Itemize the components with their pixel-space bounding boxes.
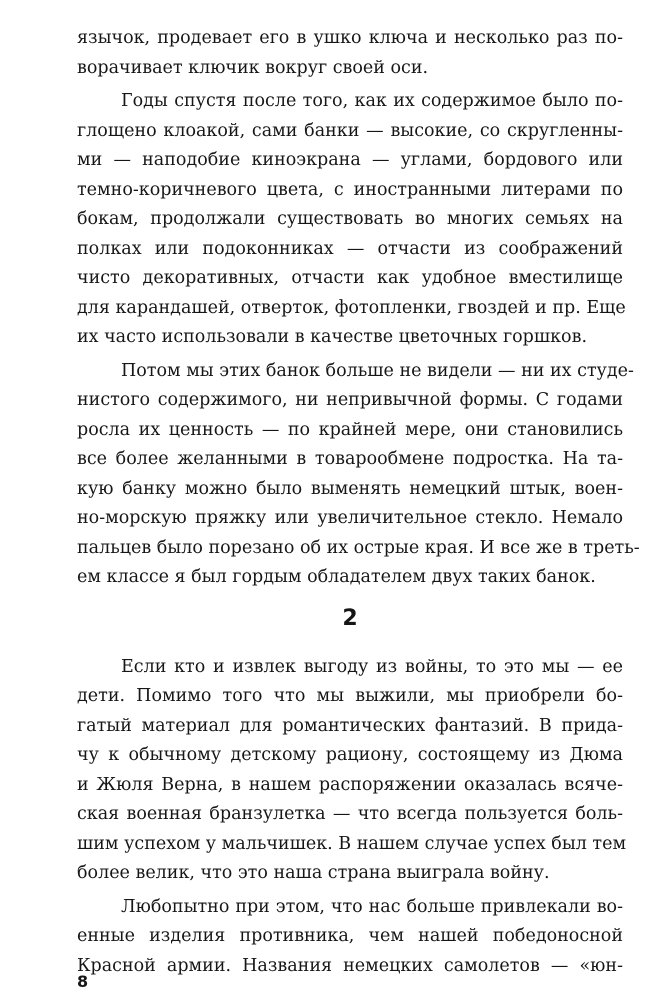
text-line: темно-коричневого цвета, с иностранными литерами по <box>77 179 623 200</box>
text-line: гатый материал для романтических фантазий. В прида- <box>77 715 623 736</box>
text-line: росла их ценность — по крайней мере, они становились <box>77 419 623 440</box>
text-line: их часто использовали в качестве цветочных горшков. <box>77 327 588 347</box>
text-line: енные изделия противника, чем нашей победоносной <box>77 926 623 946</box>
chapter-number: 2 <box>342 605 358 631</box>
text-line: но-морскую пряжку или увеличительное стекло. Немало <box>77 508 623 528</box>
text-line: глощено клоакой, сами банки — высокие, со скругленны- <box>77 120 623 141</box>
text-line: и Жюля Верна, в нашем распоряжении оказалась всяче- <box>77 774 623 795</box>
text-line: кую банку можно было выменять немецкий штык, воен- <box>77 478 623 499</box>
text-line: полках или подоконниках — отчасти из соображений <box>77 238 623 259</box>
text-line: ская военная бранзулетка — что всегда пользуется боль- <box>77 804 623 824</box>
text-line: дети. Помимо того что мы выжили, мы приобрели бо- <box>77 686 623 706</box>
text-line: ми — наподобие киноэкрана — углами, бордового или <box>77 150 623 170</box>
text-line: ворачивает ключик вокруг своей оси. <box>77 57 429 78</box>
text-line: пальцев было порезано об их острые края. И все же в треть- <box>77 537 640 558</box>
text-line: шим успехом у мальчишек. В нашем случае успех был тем <box>77 833 627 854</box>
text-line: Потом мы этих банок больше не видели — ни их студе- <box>121 360 634 381</box>
text-line: ем классе я был гордым обладателем двух таких банок. <box>77 567 596 587</box>
text-line: более велик, что это наша страна выиграла войну. <box>77 863 550 883</box>
book-page <box>77 0 640 1000</box>
text-line: Красной армии. Названия немецких самолетов — «юн- <box>77 955 623 976</box>
text-line: бокам, продолжали существовать во многих семьях на <box>77 209 623 229</box>
text-line: язычок, продевает его в ушко ключа и несколько раз по- <box>77 28 623 48</box>
text-line: чу к обычному детскому рациону, состоящему из Дюма <box>77 745 623 765</box>
text-line: Годы спустя после того, как их содержимое было по- <box>121 91 623 111</box>
text-line: Любопытно при этом, что нас больше привлекали во- <box>121 896 623 917</box>
text-line: чисто декоративных, отчасти как удобное вместилище <box>77 268 623 288</box>
text-line: Если кто и извлек выгоду из войны, то это мы — ее <box>121 656 623 677</box>
text-line: все более желанными в товарообмене подростка. На та- <box>77 449 623 469</box>
text-line: нистого содержимого, ни непривычной формы. С годами <box>77 390 623 410</box>
text-line: для карандашей, отверток, фотопленки, гвоздей и пр. Еще <box>77 297 626 318</box>
page-number: 8 <box>77 972 89 991</box>
